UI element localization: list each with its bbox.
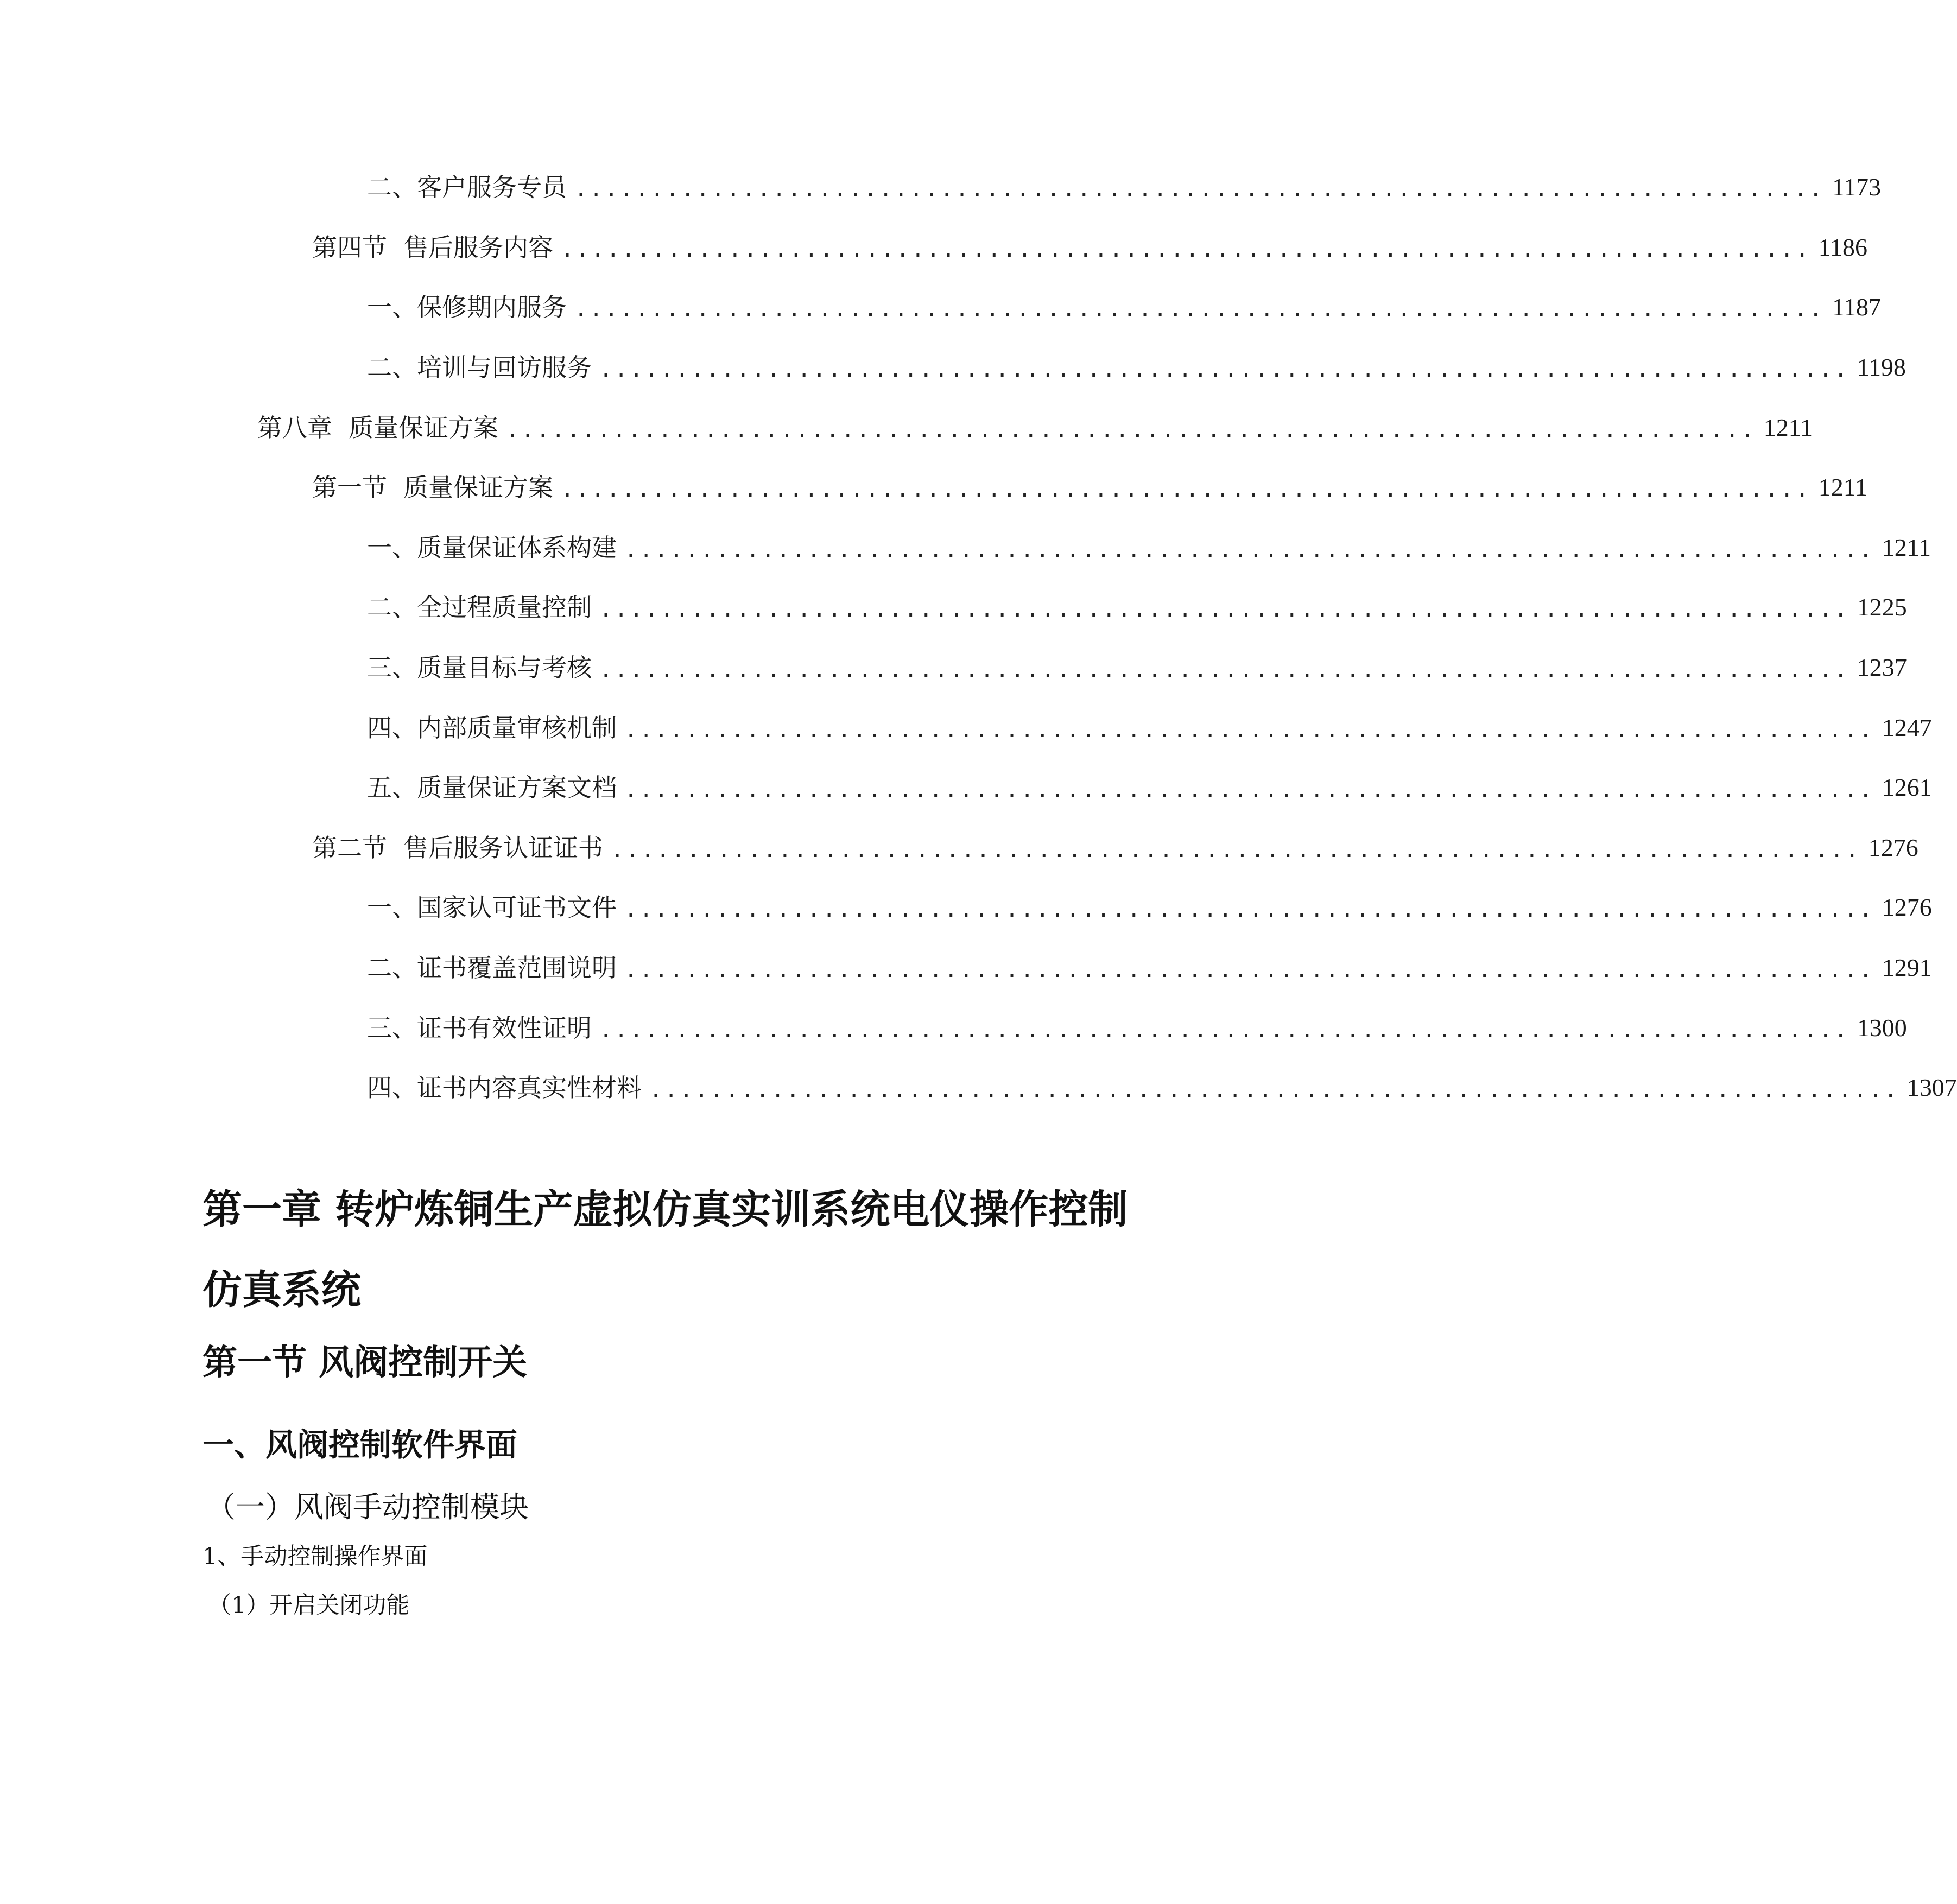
toc-page-number: 1300 <box>1857 1013 1907 1042</box>
toc-entry-title: 保修期内服务 <box>417 293 567 322</box>
toc-entry-number: 一、 <box>367 532 417 562</box>
toc-entry-title: 质量保证方案 <box>403 473 553 503</box>
toc-page-number: 1225 <box>1857 593 1907 621</box>
toc-entry-title: 全过程质量控制 <box>417 593 592 623</box>
subitem-heading: （1）开启关闭功能 <box>208 1592 410 1619</box>
toc-dot-leader: .................................................................................. <box>624 897 1874 923</box>
chapter-heading: 第一章 转炉炼铜生产虚拟仿真实训系统电仪操作控制仿真系统 <box>202 1186 1128 1313</box>
toc-entry-title: 证书覆盖范围说明 <box>417 953 617 983</box>
module-heading: （一）风阀手动控制模块 <box>206 1490 529 1524</box>
toc-dot-leader: .................................................................................. <box>561 477 1811 503</box>
toc-entry-title: 售后服务认证证书 <box>403 833 603 862</box>
toc-entry-number: 二、 <box>367 953 417 983</box>
toc-entry[interactable] <box>0 697 1932 758</box>
toc-entry[interactable] <box>0 518 1931 578</box>
section-heading: 第一节 风阀控制开关 <box>202 1343 528 1383</box>
toc-entry[interactable] <box>0 338 1907 398</box>
toc-entry-number: 二、 <box>367 353 417 383</box>
toc-entry[interactable] <box>0 397 1813 458</box>
toc-page-number: 1211 <box>1818 473 1868 502</box>
toc-entry-number: 第八章 <box>257 412 332 442</box>
toc-entry-number: 三、 <box>367 653 417 683</box>
toc-dot-leader: .................................................................................. <box>506 417 1756 442</box>
toc-entry[interactable] <box>0 818 1918 878</box>
toc-entry[interactable] <box>0 878 1932 938</box>
toc-entry[interactable] <box>0 277 1882 338</box>
toc-dot-leader: .................................................................................. <box>574 177 1825 202</box>
table-of-contents <box>0 157 1957 1118</box>
toc-entry-number: 一、 <box>367 293 417 322</box>
toc-entry[interactable] <box>0 758 1932 818</box>
toc-page-number: 1211 <box>1763 413 1813 441</box>
toc-dot-leader: .................................................................................. <box>574 297 1825 322</box>
toc-dot-leader: .................................................................................. <box>624 957 1874 983</box>
toc-entry-number: 三、 <box>367 1013 417 1043</box>
toc-page-number: 1247 <box>1882 713 1932 741</box>
toc-entry-number: 第二节 <box>312 833 387 862</box>
toc-entry[interactable] <box>0 458 1868 518</box>
toc-entry[interactable] <box>0 998 1907 1058</box>
toc-entry-number: 四、 <box>367 713 417 742</box>
toc-page-number: 1186 <box>1818 233 1868 261</box>
toc-dot-leader: .................................................................................. <box>599 1017 1850 1043</box>
toc-dot-leader: .................................................................................. <box>649 1077 1899 1103</box>
toc-entry-title: 证书有效性证明 <box>417 1013 592 1043</box>
toc-dot-leader: .................................................................................. <box>611 837 1861 862</box>
toc-dot-leader: .................................................................................. <box>624 777 1874 803</box>
toc-entry[interactable] <box>0 938 1932 998</box>
toc-dot-leader: .................................................................................. <box>599 657 1850 683</box>
toc-dot-leader: .................................................................................. <box>599 597 1850 623</box>
toc-entry-title: 内部质量审核机制 <box>417 713 617 742</box>
toc-entry-title: 质量保证方案文档 <box>417 773 617 803</box>
subsection-heading: 一、风阀控制软件界面 <box>202 1426 518 1463</box>
toc-entry-title: 售后服务内容 <box>403 232 553 262</box>
toc-page-number: 1187 <box>1832 293 1882 321</box>
toc-entry-number: 一、 <box>367 893 417 923</box>
toc-dot-leader: .................................................................................. <box>561 237 1811 262</box>
toc-entry-number: 五、 <box>367 773 417 803</box>
toc-entry-title: 客户服务专员 <box>417 173 567 202</box>
toc-page-number: 1276 <box>1882 893 1932 922</box>
toc-page-number: 1237 <box>1857 653 1907 682</box>
item-heading: 1、手动控制操作界面 <box>202 1543 428 1570</box>
toc-entry-title: 质量目标与考核 <box>417 653 592 683</box>
toc-page-number: 1261 <box>1882 773 1932 802</box>
toc-page-number: 1173 <box>1832 173 1882 201</box>
toc-entry-number: 四、 <box>367 1073 417 1103</box>
toc-page-number: 1198 <box>1857 353 1907 382</box>
toc-entry-number: 第一节 <box>312 473 387 503</box>
toc-entry[interactable] <box>0 218 1868 278</box>
toc-dot-leader: .................................................................................. <box>624 537 1874 562</box>
toc-entry[interactable] <box>0 638 1907 698</box>
toc-entry-number: 二、 <box>367 593 417 623</box>
toc-entry-title: 国家认可证书文件 <box>417 893 617 923</box>
toc-page-number: 1307 <box>1907 1074 1957 1102</box>
toc-dot-leader: .................................................................................. <box>599 357 1850 383</box>
toc-entry-number: 第四节 <box>312 232 387 262</box>
toc-page-number: 1211 <box>1882 533 1931 561</box>
toc-entry[interactable] <box>0 577 1907 638</box>
toc-entry-number: 二、 <box>367 173 417 202</box>
toc-entry-title: 质量保证体系构建 <box>417 532 617 562</box>
toc-entry-title: 培训与回访服务 <box>417 353 592 383</box>
toc-entry[interactable] <box>0 1058 1957 1118</box>
toc-page-number: 1276 <box>1868 833 1918 861</box>
toc-page-number: 1291 <box>1882 954 1932 982</box>
toc-entry-title: 证书内容真实性材料 <box>417 1073 642 1103</box>
toc-entry[interactable] <box>0 157 1882 218</box>
toc-entry-title: 质量保证方案 <box>349 412 498 442</box>
toc-dot-leader: .................................................................................. <box>624 717 1874 742</box>
